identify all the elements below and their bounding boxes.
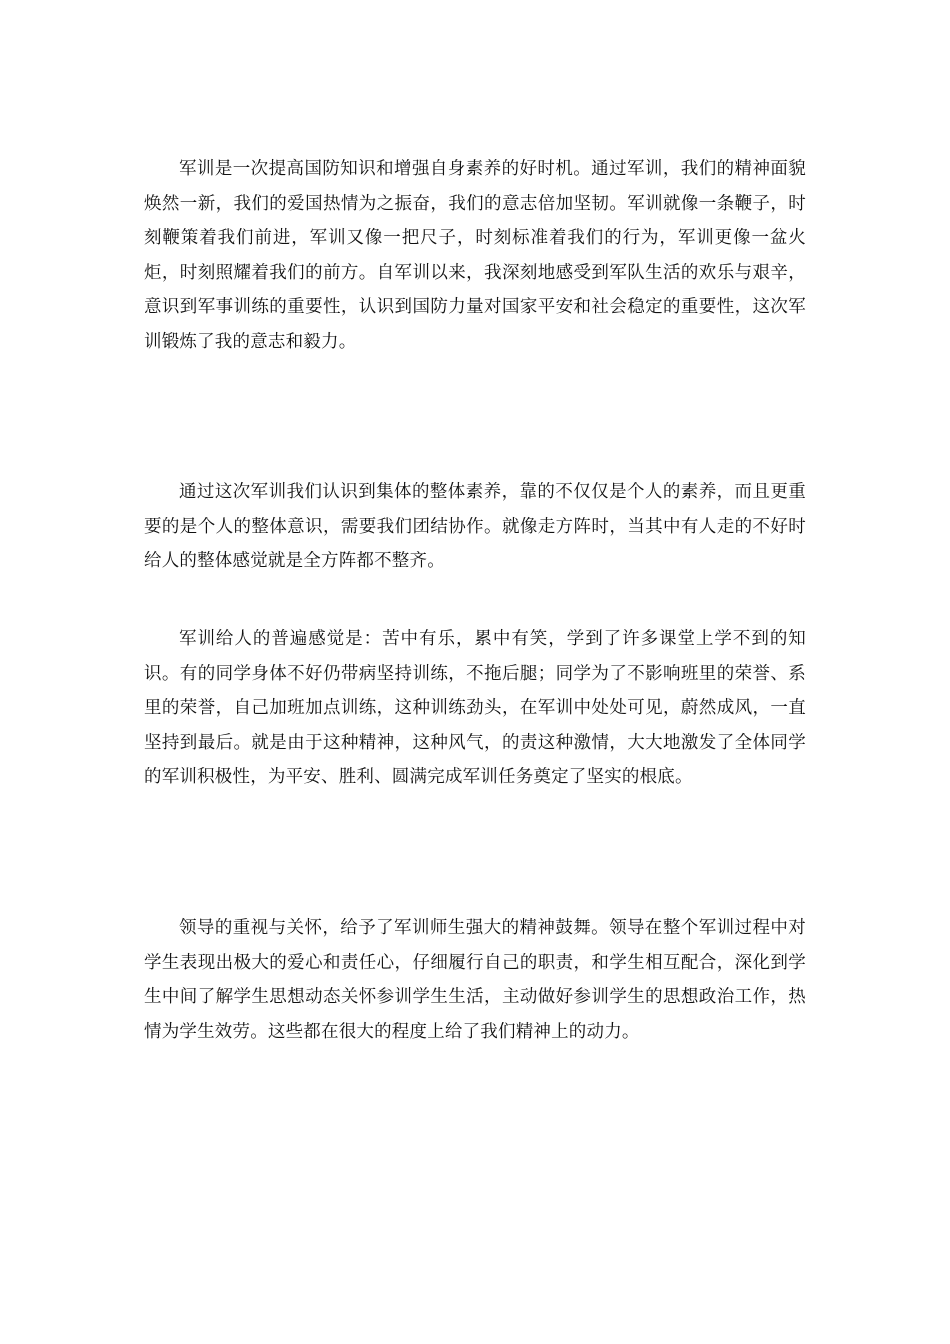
paragraph-4: 领导的重视与关怀，给予了军训师生强大的精神鼓舞。领导在整个军训过程中对学生表现出极大的爱心和责任心，仔细履行自己的职责，和学生相互配合，深化到学生中间了解学生思想动态关怀参训学生生活，主动做好参训学生的思想政治工作，热情为学生效劳。这些都在很大的程度上给了我们精神上的动力。 (144, 918, 806, 1042)
paragraph-1: 军训是一次提高国防知识和增强自身素养的好时机。通过军训，我们的精神面貌焕然一新，我们的爱国热情为之振奋，我们的意志倍加坚韧。军训就像一条鞭子，时刻鞭策着我们前进，军训又像一把尺子，时刻标准着我们的行为，军训更像一盆火炬，时刻照耀着我们的前方。自军训以来，我深刻地感受到军队生活的欢乐与艰辛，意识到军事训练的重要性，认识到国防力量对国家平安和社会稳定的重要性，这次军训锻炼了我的意志和毅力。 (144, 159, 806, 352)
paragraph-3: 军训给人的普遍感觉是：苦中有乐，累中有笑，学到了许多课堂上学不到的知识。有的同学身体不好仍带病坚持训练，不拖后腿；同学为了不影响班里的荣誉、系里的荣誉，自己加班加点训练，这种训练劲头，在军训中处处可见，蔚然成风，一直坚持到最后。就是由于这种精神，这种风气，的责这种激情，大大地激发了全体同学的军训积极性，为平安、胜利、圆满完成军训任务奠定了坚实的根底。 (144, 629, 806, 787)
paragraph-2: 通过这次军训我们认识到集体的整体素养，靠的不仅仅是个人的素养，而且更重要的是个人的整体意识，需要我们团结协作。就像走方阵时，当其中有人走的不好时给人的整体感觉就是全方阵都不整齐。 (144, 482, 806, 571)
